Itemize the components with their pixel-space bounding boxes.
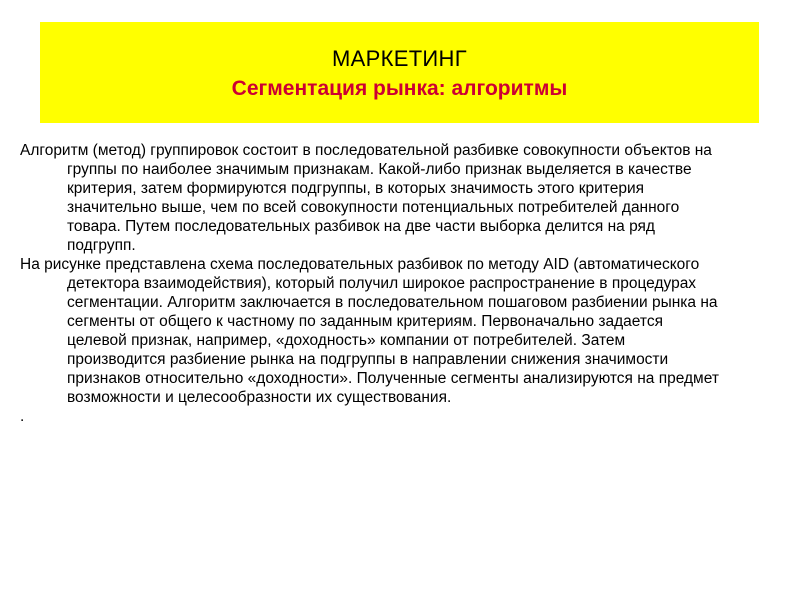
paragraph-aid-method: На рисунке представлена схема последовательных разбивок по методу AID (автоматического детектора взаимодействия), который получил широкое распространение в процедурах сегментации. Алгоритм заключается в последовательном пошаговом разбиении рынка на сегменты от общего к частному по заданным критериям. Первоначально задается целевой признак, например, «доходность» компании от потребителей. Затем производится разбиение рынка на подгруппы в направлении снижения значимости признаков относительно «доходности». Полученные сегменты анализируются на предмет возможности и целесообразности их существования. (20, 256, 719, 406)
title-banner (40, 22, 759, 123)
paragraph-algorithm: Алгоритм (метод) группировок состоит в последовательной разбивке совокупности объектов на группы по наиболее значимым признакам. Какой-либо признак выделяется в качестве критерия, затем формируются подгруппы, в которых значимость этого критерия значительно выше, чем по всей совокупности потенциальных потребителей данного товара. Путем последовательных разбивок на две части выборка делится на ряд подгрупп. (20, 142, 712, 254)
slide-title: МАРКЕТИНГ (332, 46, 467, 71)
slide-body (20, 141, 725, 426)
slide-subtitle: Сегментация рынка: алгоритмы (231, 77, 568, 100)
trailing-dot: . (20, 408, 25, 425)
